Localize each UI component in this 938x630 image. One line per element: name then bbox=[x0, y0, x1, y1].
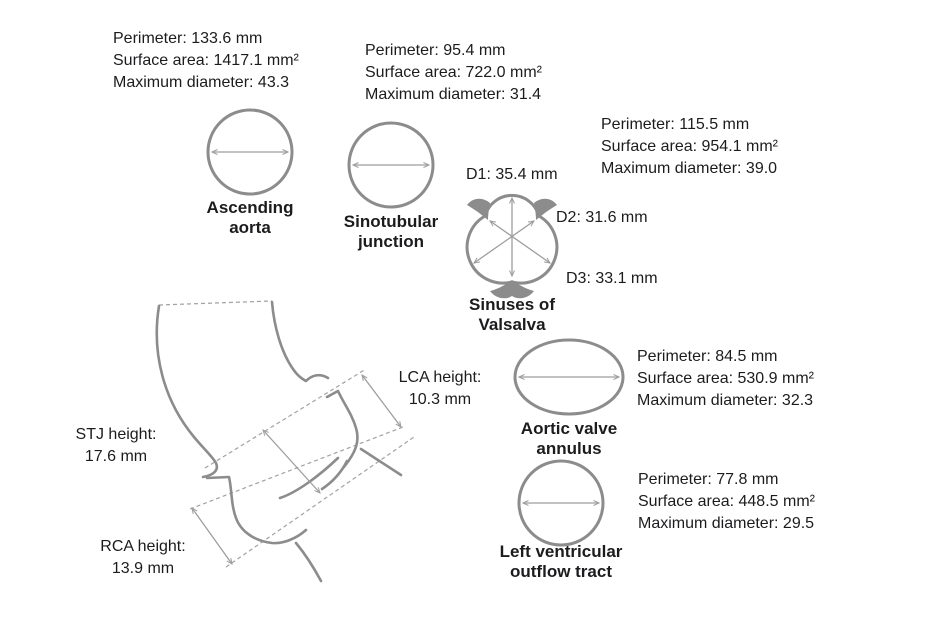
lca-height-label bbox=[399, 367, 482, 411]
stat-line: Perimeter: 133.6 mm bbox=[113, 30, 263, 47]
stat-line: Maximum diameter: 29.5 bbox=[638, 515, 815, 532]
aorta-top-dashed-line bbox=[159, 301, 272, 305]
label-line: STJ height: bbox=[75, 426, 157, 443]
label-line: annulus bbox=[536, 439, 602, 458]
rca-height-arrow bbox=[192, 508, 232, 564]
lvot-stats bbox=[638, 469, 815, 535]
label-line: LCA height: bbox=[398, 369, 482, 386]
stat-line: Perimeter: 115.5 mm bbox=[601, 116, 750, 133]
label-line: Sinuses of bbox=[469, 295, 555, 314]
sinuses-of-valsalva-stats bbox=[601, 114, 778, 180]
aortic-root-side-view-sketch bbox=[157, 301, 414, 581]
label-line: junction bbox=[357, 232, 425, 251]
stat-line: Maximum diameter: 31.4 bbox=[365, 86, 542, 103]
stat-line: Maximum diameter: 43.3 bbox=[113, 74, 290, 91]
stj-plane-dashed-line bbox=[205, 369, 366, 468]
aorta-left-wall bbox=[157, 306, 217, 477]
d3-diameter-label: D3: 33.1 mm bbox=[566, 270, 658, 287]
label-line: aorta bbox=[229, 218, 271, 237]
stat-line: Surface area: 1417.1 mm² bbox=[113, 52, 299, 69]
sinotubular-junction-stats bbox=[365, 40, 542, 106]
label-line: outflow tract bbox=[510, 562, 612, 581]
stat-line: Surface area: 722.0 mm² bbox=[365, 64, 542, 81]
stat-line: Maximum diameter: 32.3 bbox=[637, 392, 814, 409]
lvot-left-wall bbox=[296, 543, 321, 581]
label-line: Ascending bbox=[206, 198, 294, 217]
rca-height-label bbox=[100, 536, 185, 580]
lca-height-arrow bbox=[362, 375, 401, 427]
lvot-plane-dashed-line bbox=[226, 437, 414, 567]
d2-diameter-arrow bbox=[490, 221, 550, 263]
stat-line: Perimeter: 84.5 mm bbox=[637, 348, 778, 365]
sinuses-of-valsalva-label bbox=[469, 295, 555, 335]
lvot-right-wall bbox=[361, 449, 401, 475]
stj-height-label bbox=[76, 424, 157, 468]
label-line: 10.3 mm bbox=[408, 391, 472, 408]
ascending-aorta-stats bbox=[113, 28, 299, 94]
sinotubular-junction-label bbox=[344, 212, 438, 252]
label-line: 17.6 mm bbox=[84, 448, 148, 465]
stat-line: Maximum diameter: 39.0 bbox=[601, 160, 778, 177]
stat-line: Surface area: 954.1 mm² bbox=[601, 138, 778, 155]
sinuses-of-valsalva-trefoil bbox=[467, 195, 557, 298]
d1-diameter-label: D1: 35.4 mm bbox=[466, 166, 558, 183]
aorta-right-wall bbox=[272, 302, 328, 381]
stat-line: Surface area: 530.9 mm² bbox=[637, 370, 814, 387]
d3-diameter-arrow bbox=[474, 221, 534, 263]
stat-line: Perimeter: 77.8 mm bbox=[638, 471, 779, 488]
label-line: Sinotubular bbox=[343, 212, 439, 231]
stat-line: Surface area: 448.5 mm² bbox=[638, 493, 815, 510]
ascending-aorta-circle bbox=[208, 110, 292, 194]
d2-diameter-label: D2: 31.6 mm bbox=[556, 209, 648, 226]
label-line: 13.9 mm bbox=[111, 560, 175, 577]
label-line: Valsalva bbox=[478, 315, 546, 334]
left-sinus-wall bbox=[207, 477, 306, 543]
lvot-circle bbox=[519, 461, 603, 545]
label-line: Aortic valve bbox=[520, 419, 618, 438]
ascending-aorta-label bbox=[207, 198, 294, 238]
valve-leaflet-curve bbox=[322, 461, 347, 489]
aortic-valve-annulus-ellipse bbox=[515, 340, 623, 414]
sinotubular-junction-circle bbox=[349, 123, 433, 207]
stj-height-arrow bbox=[263, 430, 320, 493]
stat-line: Perimeter: 95.4 mm bbox=[365, 42, 506, 59]
valve-leaflet-curve bbox=[280, 458, 338, 498]
commissure-wedge bbox=[467, 199, 490, 220]
label-line: Left ventricular bbox=[499, 542, 623, 561]
commissure-wedge bbox=[534, 199, 557, 220]
aortic-valve-annulus-label bbox=[521, 419, 617, 459]
lvot-label bbox=[500, 542, 623, 582]
annulus-plane-dashed-line bbox=[190, 427, 403, 509]
right-sinus-wall bbox=[327, 391, 358, 467]
aortic-valve-annulus-stats bbox=[637, 346, 814, 412]
label-line: RCA height: bbox=[100, 538, 186, 555]
